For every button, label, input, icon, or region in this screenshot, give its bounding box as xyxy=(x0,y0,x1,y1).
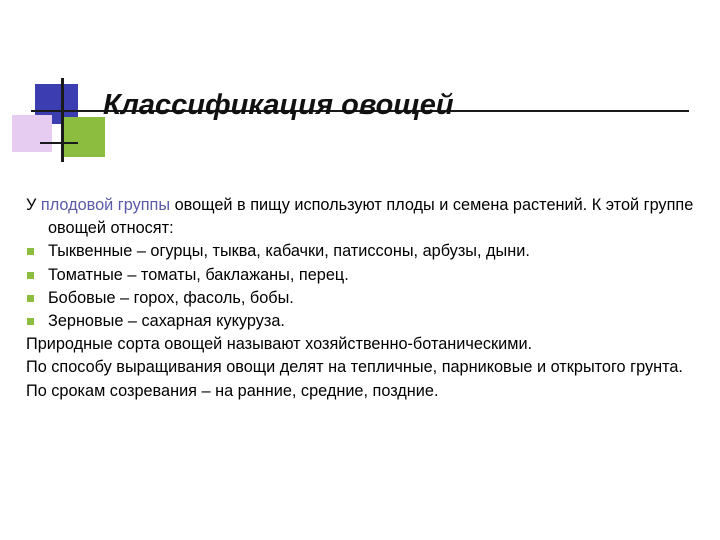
paragraph-natural-varieties: Природные сорта овощей называют хозяйственно-ботаническими. xyxy=(26,335,533,354)
decor-lilac-square xyxy=(12,115,52,152)
list-item xyxy=(26,310,712,333)
slide-body xyxy=(26,194,712,403)
decor-short-line xyxy=(40,142,78,144)
intro-prefix: У xyxy=(26,196,41,214)
decor-vertical-line xyxy=(61,78,64,162)
list-item-text: Зерновые – сахарная кукуруза. xyxy=(48,312,285,331)
decor-green-square xyxy=(64,117,105,157)
list-item xyxy=(26,240,712,263)
list-item xyxy=(26,287,712,310)
list-item-text: Тыквенные – огурцы, тыква, кабачки, патиссоны, арбузы, дыни. xyxy=(48,242,530,261)
list-item xyxy=(26,264,712,287)
intro-paragraph xyxy=(26,194,712,240)
bullet-icon xyxy=(27,295,34,302)
paragraph-growing-method: По способу выращивания овощи делят на тепличные, парниковые и открытого грунта. xyxy=(26,358,683,377)
intro-highlight: плодовой группы xyxy=(40,196,171,214)
bullet-icon xyxy=(27,318,34,325)
paragraph-ripening-time: По срокам созревания – на ранние, средние, поздние. xyxy=(26,381,439,400)
bullet-icon xyxy=(27,248,34,255)
intro-suffix: овощей в пищу используют плоды и семена растений. К этой группе овощей относят: xyxy=(48,196,694,238)
list-item-text: Бобовые – горох, фасоль, бобы. xyxy=(48,288,294,307)
list-item-text: Томатные – томаты, баклажаны, перец. xyxy=(48,265,349,284)
slide-title: Классификация овощей xyxy=(103,89,454,121)
bullet-icon xyxy=(27,272,34,279)
